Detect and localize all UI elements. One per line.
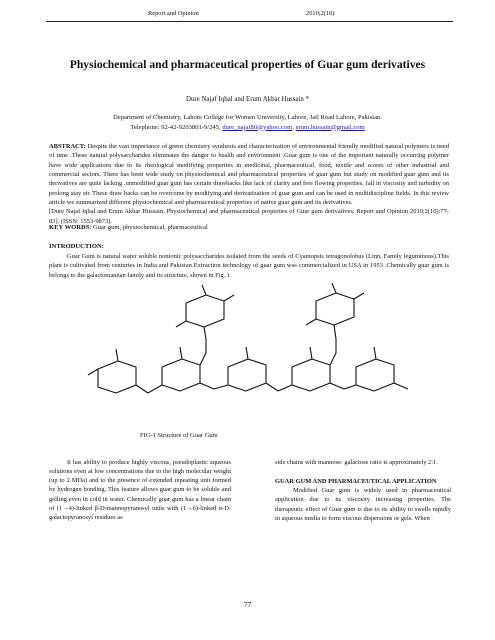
introduction-heading: INTRODUCTION: [49, 243, 104, 250]
page-number: 77 [243, 600, 252, 609]
header-rule [46, 21, 453, 22]
contact-line [40, 123, 455, 133]
keywords-label: KEY WORDS [49, 224, 90, 231]
email-link-2[interactable]: erum.hussain@gmail.com [295, 123, 365, 131]
abstract-text: Despite the vast importance of green chemistry synthesis and characterization of environmental friendly modified natural polymers is need of time .These natural polysaccharides eliminates the danger to health and environment .Guar gum is one of the important naturally occurring polymer have wide applications due to its rheological modifying properties in medicinal, pharmaceutical, food, textile and scores of other industrial and commercial sectors. There has been wide study on physiochemical and pharmaceutical properties of guar gum but study on modified guar gum and its derivatives are quite lacking .unmodified guar gum has certain drawbacks like lack of clarity and free flowing properties, fall in viscosity and turbidity on prolong stay etc These draw backs can be overcome by modifying and derivatization of guar gum and can be used in multidiscipline fields. In this review article we summarized different physiochemical and pharmaceutical properties of native guar gum and its derivatives. [49, 143, 449, 207]
authors: Dure Najaf Iqbal and Erum Akbar Hussain * [185, 96, 310, 103]
figure-caption: FIG-1 Structure of Guar Gum [140, 432, 218, 439]
affiliation-department: Department of Chemistry, Lahore College for Women University, Lahore, Jail Road Lahore, Pakistan. [113, 114, 382, 121]
citation: [Dure Najaf Iqbal and Erum Akbar Hussain. Physiochemical and pharmaceutical properties of Guar gum derivatives. Report and Opinion 2010;2(10):77-83]. (ISSN: 1553-9873). [49, 208, 449, 225]
mannose-backbone [88, 347, 408, 393]
body-text-right-1: side chains with mannose: galactose ratio is approximately 2:1. [275, 459, 438, 466]
galactose-ring-right [306, 283, 364, 339]
running-header [0, 8, 495, 22]
body-column-right [275, 458, 451, 523]
introduction-paragraph [49, 252, 449, 280]
keywords [49, 224, 449, 231]
journal-name: Report and Opinion [148, 10, 199, 17]
section-heading: GUAR GUM AND PHARMACEUTICAL APPLICATION [275, 478, 437, 486]
body-text-left: It has ability to produce highly viscous, pseudoplastic aqueous solutions even at low concentrations due to the high molecular weight (up to 2 MDa) and to the presence of extended repeating unit formed by hydrogen bonding. This feature allows guar gum to be soluble and gelling even in cold in water. Chemically guar gum has a linear chain of (1→4)-linked β-D-mannopyranosyl units with (1→6)-linked α-D-galactopyranosyl residues as [49, 459, 231, 521]
body-column-left [49, 458, 231, 522]
email-separator: , [292, 123, 296, 131]
abstract [49, 142, 449, 226]
email-link-1[interactable]: dure_najaf80@yahoo.com [222, 123, 293, 131]
guar-gum-structure-figure [78, 283, 418, 411]
body-text-right-2: Modified Guar gum is widely used in pharmaceutical application due to its viscosity increasing properties. The therapeutic effect of Guar gum is due to its ability to swells rapidly in aqueous media to form viscous dispersions or gels. When [275, 487, 451, 522]
paper-title: Physiochemical and pharmaceutical properties of Guar gum derivatives [69, 58, 426, 71]
affiliation [40, 113, 455, 132]
telephone: Telephone: 92-42-9203801-9/245, [130, 123, 221, 131]
issue-info: 2010;2(10) [306, 10, 335, 17]
galactose-ring-left [176, 285, 234, 339]
keywords-text: : Guar gum, physiochemical, pharmaceutical [89, 224, 208, 231]
abstract-label: ABSTRACT: [49, 143, 86, 150]
introduction-text: Guar Gum is natural water soluble nonionic polysaccharides isolated from the seeds of Cyamopsis tetragonolobus (Linn, Family leguminous).This plant is cultivated from centuries in India and Pakistan Extraction technology of guar gum was commercialized in USA in 1953 .Chemically guar gum is belongs to the galactomannan family and its structure, shown in Fig. 1. [49, 253, 449, 279]
body-paragraph-right-2 [275, 486, 451, 523]
